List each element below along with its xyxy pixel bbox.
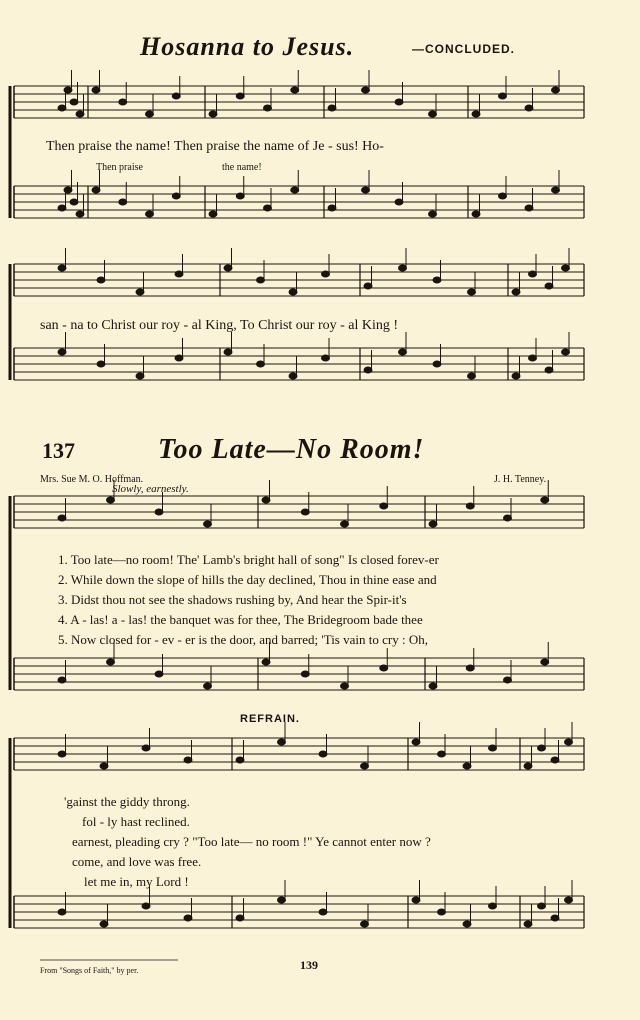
top-lyrics-line1: Then praise the name! Then praise the name of Je - sus! Ho-	[46, 139, 384, 154]
hymn-title: Too Late—No Room!	[158, 434, 425, 465]
refrain-label: REFRAIN.	[240, 713, 300, 725]
hymn-composer: J. H. Tenney.	[494, 474, 547, 485]
continuation-2: fol - ly hast reclined.	[82, 814, 190, 829]
verse-5: 5. Now closed for - ev - er is the door, and barred; 'Tis vain to cry : Oh,	[58, 632, 428, 647]
verse-4: 4. A - las! a - las! the banquet was for thee, The Bridegroom bade thee	[58, 612, 423, 627]
continuation-1: 'gainst the giddy throng.	[64, 794, 190, 809]
top-lyrics-line2: san - na to Christ our roy - al King, To Christ our roy - al King !	[40, 318, 399, 333]
continuation-5: let me in, my Lord !	[84, 874, 189, 889]
hymn-number: 137	[42, 438, 75, 463]
tempo-marking: Slowly, earnestly.	[112, 483, 189, 495]
top-hymn-title: Hosanna to Jesus.	[140, 32, 355, 61]
continuation-4: come, and love was free.	[72, 854, 202, 869]
verse-2: 2. While down the slope of hills the day declined, Thou in thine ease and	[58, 572, 437, 587]
continuation-3: earnest, pleading cry ? "Too late— no room !" Ye cannot enter now ?	[72, 834, 431, 849]
hymn-author: Mrs. Sue M. O. Hoffman.	[40, 474, 144, 485]
verse-1: 1. Too late—no room! The' Lamb's bright hall of song" Is closed forev-er	[58, 552, 439, 567]
verse-3: 3. Didst thou not see the shadows rushing by, And hear the Spir-it's	[58, 592, 407, 607]
page-number: 139	[300, 958, 318, 972]
top-lyrics-under-b: the name!	[222, 162, 262, 173]
source-note: From "Songs of Faith," by per.	[40, 966, 139, 975]
concluded-label: —CONCLUDED.	[412, 42, 515, 56]
top-lyrics-under-a: Then praise	[96, 162, 143, 173]
